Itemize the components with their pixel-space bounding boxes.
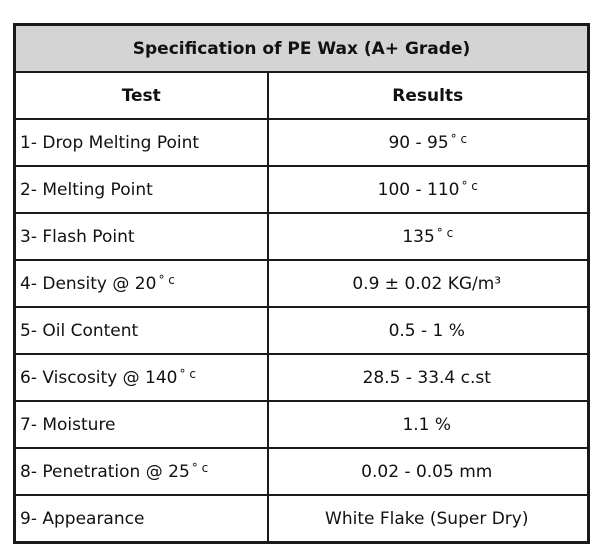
title-row xyxy=(15,25,589,73)
test-label: 1- Drop Melting Point xyxy=(20,133,200,153)
test-label: 2- Melting Point xyxy=(20,180,153,200)
result-cell xyxy=(268,495,589,543)
result-cell xyxy=(268,354,589,401)
test-cell xyxy=(15,260,268,307)
result-value: 0.5 - 1 % xyxy=(388,321,465,341)
table-row xyxy=(15,119,589,166)
table-row xyxy=(15,260,589,307)
table-row xyxy=(15,401,589,448)
header-row xyxy=(15,72,589,119)
table-row xyxy=(15,213,589,260)
table-body xyxy=(15,119,589,543)
test-unit: ° c xyxy=(191,461,209,475)
spec-table xyxy=(13,23,590,544)
table-row xyxy=(15,495,589,543)
result-value: 0.9 ± 0.02 KG/m³ xyxy=(352,274,502,294)
test-cell xyxy=(15,495,268,543)
result-cell xyxy=(268,260,589,307)
test-label: 4- Density @ 20 xyxy=(20,274,157,294)
result-value: 1.1 % xyxy=(402,415,452,435)
result-value: White Flake (Super Dry) xyxy=(325,509,529,529)
result-cell xyxy=(268,119,589,166)
test-cell xyxy=(15,448,268,495)
table-title: Specification of PE Wax (A+ Grade) xyxy=(15,25,589,73)
test-cell xyxy=(15,166,268,213)
test-unit: ° c xyxy=(179,367,196,381)
table-row xyxy=(15,307,589,354)
column-header-test: Test xyxy=(15,72,268,119)
result-unit: ° c xyxy=(450,132,468,146)
test-cell xyxy=(15,213,268,260)
result-value: 90 - 95 xyxy=(388,133,449,153)
result-value: 0.02 - 0.05 mm xyxy=(361,462,493,482)
test-unit: ° c xyxy=(158,273,175,287)
result-cell xyxy=(268,213,589,260)
result-cell xyxy=(268,448,589,495)
table-row xyxy=(15,448,589,495)
test-label: 6- Viscosity @ 140 xyxy=(20,368,178,388)
test-cell xyxy=(15,307,268,354)
result-value: 100 - 110 xyxy=(377,180,460,200)
column-header-results: Results xyxy=(268,72,589,119)
table-row xyxy=(15,354,589,401)
test-label: 5- Oil Content xyxy=(20,321,139,341)
result-cell xyxy=(268,401,589,448)
table-row xyxy=(15,166,589,213)
result-cell xyxy=(268,307,589,354)
result-value: 135 xyxy=(402,227,435,247)
test-label: 7- Moisture xyxy=(20,415,116,435)
result-cell xyxy=(268,166,589,213)
result-unit: ° c xyxy=(436,226,454,240)
result-unit: ° c xyxy=(461,179,478,193)
test-label: 9- Appearance xyxy=(20,509,145,529)
test-label: 8- Penetration @ 25 xyxy=(20,462,190,482)
test-cell xyxy=(15,119,268,166)
test-label: 3- Flash Point xyxy=(20,227,135,247)
test-cell xyxy=(15,401,268,448)
result-value: 28.5 - 33.4 c.st xyxy=(362,368,491,388)
test-cell xyxy=(15,354,268,401)
